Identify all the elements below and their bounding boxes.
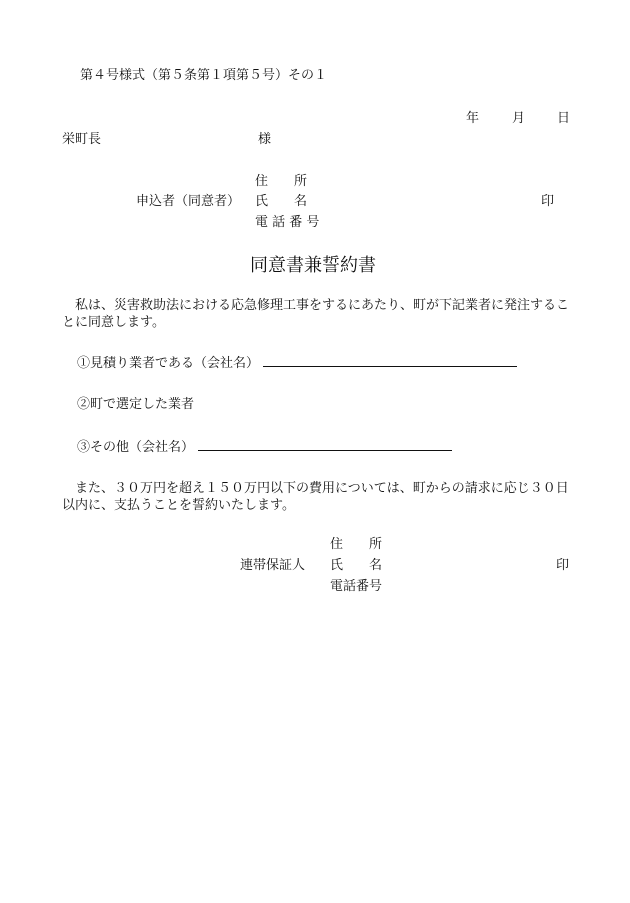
option-town-selected: ②町で選定した業者	[77, 397, 195, 412]
consent-paragraph: 私は、災害救助法における応急修理工事をするにあたり、町が下記業者に発注することに同意します。	[62, 298, 570, 330]
option-estimate-vendor	[77, 354, 517, 372]
addressee-name: 栄町長	[62, 132, 102, 147]
date-year-label: 年	[466, 111, 480, 126]
applicant-label: 申込者（同意者）	[136, 194, 241, 209]
option-estimate-vendor-text: ①見積り業者である（会社名）	[77, 356, 260, 371]
applicant-seal: 印	[541, 194, 555, 209]
guarantor-label: 連帯保証人	[240, 558, 306, 573]
guarantor-address-label: 住 所	[330, 537, 383, 552]
form-number: 第４号様式（第５条第１項第５号）その１	[80, 68, 328, 83]
addressee-honorific: 様	[258, 132, 272, 147]
document-title: 同意書兼誓約書	[250, 255, 376, 276]
option-other-text: ③その他（会社名）	[77, 440, 195, 455]
company-name-line-1[interactable]	[263, 354, 517, 367]
guarantor-name-label: 氏 名	[330, 558, 383, 573]
applicant-name-label: 氏 名	[255, 194, 308, 209]
applicant-phone-label: 電 話 番 号	[255, 215, 320, 230]
applicant-address-label: 住 所	[255, 174, 308, 189]
date-day-label: 日	[557, 111, 571, 126]
option-other	[77, 438, 452, 456]
company-name-line-2[interactable]	[198, 438, 452, 451]
guarantor-phone-label: 電話番号	[330, 579, 383, 594]
date-month-label: 月	[512, 111, 526, 126]
pledge-paragraph: また、３０万円を超え１５０万円以下の費用については、町からの請求に応じ３０日以内に、支払うことを誓約いたします。	[62, 481, 569, 513]
guarantor-seal: 印	[556, 558, 570, 573]
